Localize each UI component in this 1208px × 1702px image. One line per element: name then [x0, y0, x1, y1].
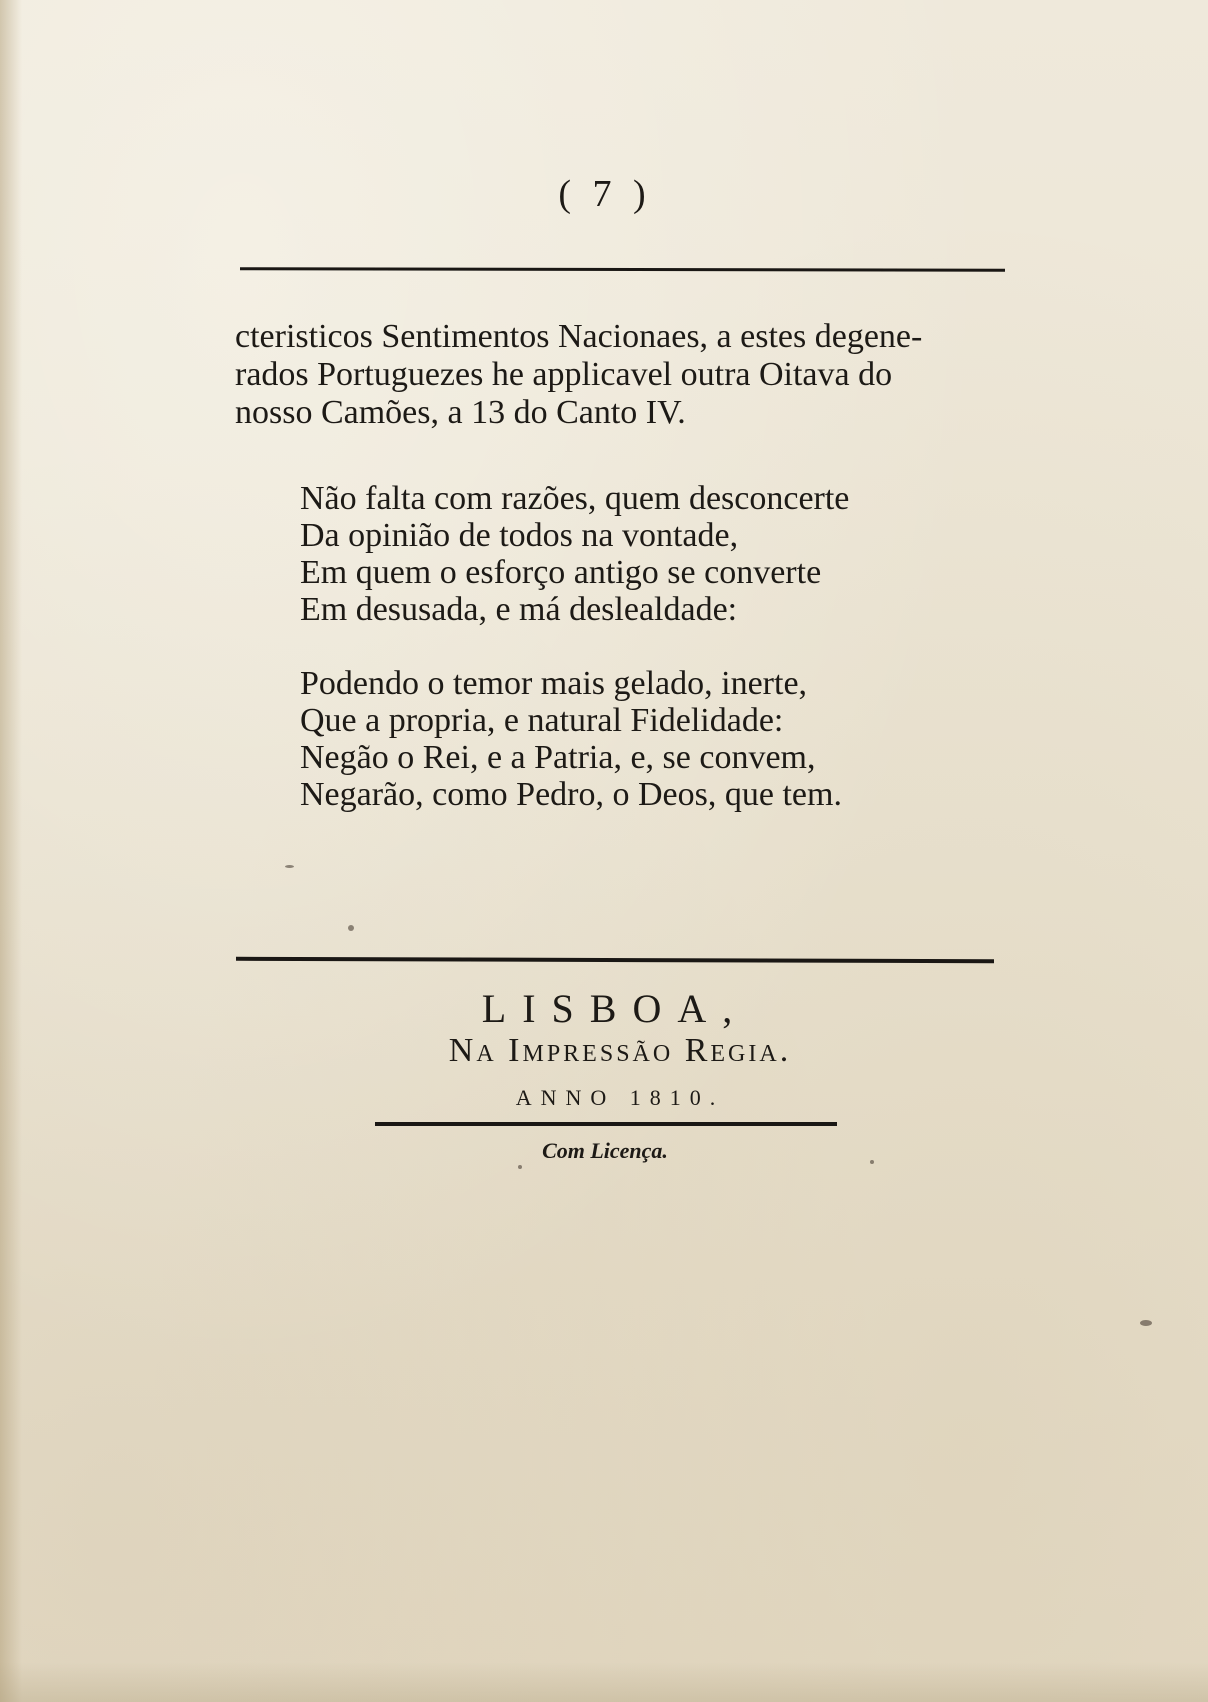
paper-speck [870, 1160, 874, 1164]
page-bottom-shadow [0, 1662, 1208, 1702]
poem-line: Negarão, como Pedro, o Deos, que tem. [300, 776, 842, 813]
imprint-press: Na Impressão Regia. [448, 1032, 792, 1069]
poem-line: Em quem o esforço antigo se converte [300, 554, 822, 591]
paragraph-line: rados Portuguezes he applicavel outra Oitava do [235, 356, 893, 393]
poem-stanza-2 [300, 665, 950, 813]
paper-speck [518, 1165, 522, 1169]
paper-speck [1140, 1320, 1152, 1326]
header-rule [240, 267, 1005, 272]
poem-line: Podendo o temor mais gelado, inerte, [300, 665, 808, 702]
paragraph-line: nosso Camões, a 13 do Canto IV. [235, 394, 686, 431]
paragraph-line: cteristicos Sentimentos Nacionaes, a estes degene- [235, 318, 923, 355]
poem-line: Em desusada, e má deslealdade: [300, 591, 738, 628]
poem-line: Não falta com razões, quem desconcerte [300, 480, 850, 517]
poem-line: Da opinião de todos na vontade, [300, 517, 739, 554]
license-rule [375, 1122, 837, 1126]
imprint-rule [236, 957, 994, 963]
paper-speck [285, 865, 294, 868]
poem-stanza-1 [300, 480, 950, 628]
license-note: Com Licença. [542, 1138, 668, 1163]
body-paragraph [235, 318, 1015, 432]
paper-speck [348, 925, 354, 931]
poem-line: Que a propria, e natural Fidelidade: [300, 702, 784, 739]
page-edge-shadow [0, 0, 22, 1702]
imprint-year: ANNO 1810. [515, 1085, 725, 1110]
imprint-city: LISBOA, [481, 986, 749, 1031]
page-number: ( 7 ) [558, 173, 652, 215]
poem-line: Negão o Rei, e a Patria, e, se convem, [300, 739, 816, 776]
